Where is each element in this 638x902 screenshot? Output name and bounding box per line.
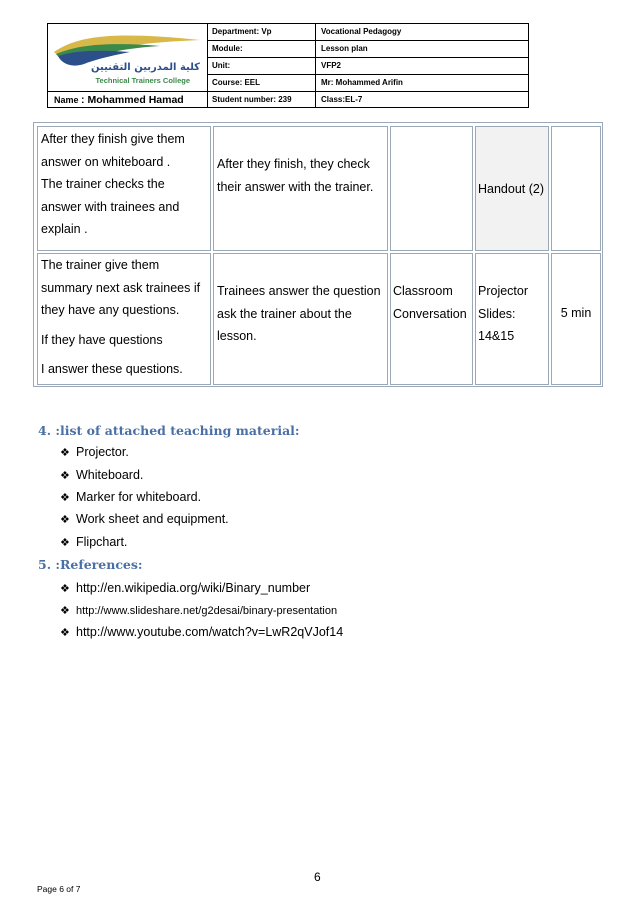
unit-value: VFP2 <box>321 61 342 70</box>
document-header <box>47 23 529 108</box>
name-value: : Mohammed Hamad <box>81 94 184 106</box>
header-row <box>208 41 529 58</box>
section-heading-teaching-material: 4. :list of attached teaching material: <box>38 423 300 438</box>
department-value: Vocational Pedagogy <box>321 27 402 36</box>
cell-text: they have any questions. <box>41 303 180 317</box>
reference-link[interactable]: http://www.slideshare.net/g2desai/binary-presentation <box>76 604 338 617</box>
table-cell-time <box>551 253 601 385</box>
diamond-bullet-icon: ❖ <box>60 513 70 526</box>
list-item <box>60 468 143 482</box>
cell-text: After they finish give them <box>41 132 185 146</box>
list-item-text: Whiteboard. <box>76 468 144 482</box>
cell-text: their answer with the trainer. <box>217 179 374 194</box>
cell-text: 5 min <box>560 306 592 320</box>
class-value: Class:EL-7 <box>321 95 363 104</box>
reference-link[interactable]: http://en.wikipedia.org/wiki/Binary_number <box>76 581 311 595</box>
diamond-bullet-icon: ❖ <box>60 491 70 504</box>
diamond-bullet-icon: ❖ <box>60 536 70 549</box>
college-logo <box>50 30 206 88</box>
department-label: Department: Vp <box>208 24 316 40</box>
cell-text: Classroom <box>393 284 453 298</box>
student-number: Student number: 239 <box>208 92 316 108</box>
header-row <box>208 24 529 41</box>
reference-item <box>60 604 337 617</box>
page-number: 6 <box>314 870 321 884</box>
table-cell-method <box>390 126 473 251</box>
header-row <box>208 92 529 108</box>
table-cell-method <box>390 253 473 385</box>
cell-text: lesson. <box>217 329 257 343</box>
cell-text: answer on whiteboard . <box>41 154 171 169</box>
course-label: Course: EEL <box>208 75 316 91</box>
name-label: Name <box>54 95 79 105</box>
logo-english-text: Technical Trainers College <box>95 76 190 85</box>
diamond-bullet-icon: ❖ <box>60 446 70 459</box>
list-item-text: Marker for whiteboard. <box>76 490 202 504</box>
table-cell-resources <box>475 126 549 251</box>
list-item-text: Projector. <box>76 445 129 459</box>
diamond-bullet-icon: ❖ <box>60 469 70 482</box>
cell-text: Conversation <box>393 306 467 321</box>
header-row <box>208 75 529 92</box>
diamond-bullet-icon: ❖ <box>60 605 70 617</box>
cell-text: ask the trainer about the <box>217 306 352 321</box>
table-cell-time <box>551 126 601 251</box>
lesson-table <box>33 122 603 387</box>
cell-text: I answer these questions. <box>41 362 183 376</box>
instructor-value: Mr: Mohammed Arifin <box>321 78 403 87</box>
cell-text: After they finish, they check <box>217 157 370 171</box>
module-label: Module: <box>208 41 316 57</box>
table-cell-trainees <box>213 253 388 385</box>
list-item <box>60 535 127 549</box>
cell-text: summary next ask trainees if <box>41 280 201 295</box>
table-cell-trainer <box>37 126 211 251</box>
page-of-label: Page 6 of 7 <box>37 884 81 894</box>
reference-item <box>60 581 310 595</box>
list-item <box>60 445 129 459</box>
header-row <box>208 58 529 75</box>
list-item-text: Work sheet and equipment. <box>76 512 229 526</box>
diamond-bullet-icon: ❖ <box>60 626 70 639</box>
cell-text: Handout (2) <box>478 182 545 196</box>
cell-text: If they have questions <box>41 332 163 347</box>
list-item <box>60 512 229 526</box>
table-cell-trainees <box>213 126 388 251</box>
logo-cell <box>48 24 207 91</box>
reference-link[interactable]: http://www.youtube.com/watch?v=LwR2qVJof14 <box>76 625 344 639</box>
list-item <box>60 490 201 504</box>
cell-text: Trainees answer the question <box>217 284 381 298</box>
cell-text: explain . <box>41 222 88 236</box>
unit-label: Unit: <box>208 58 316 74</box>
cell-text: The trainer give them <box>41 258 160 272</box>
header-info-grid <box>207 24 529 108</box>
student-name-cell <box>48 91 207 108</box>
reference-item <box>60 625 343 639</box>
table-cell-resources <box>475 253 549 385</box>
cell-text: Slides: <box>478 306 516 321</box>
module-value: Lesson plan <box>321 44 368 53</box>
table-cell-trainer <box>37 253 211 385</box>
list-item-text: Flipchart. <box>76 535 128 549</box>
logo-arabic-text: كلية المدربين التقنيين <box>91 62 200 73</box>
cell-text: answer with trainees and <box>41 199 180 214</box>
diamond-bullet-icon: ❖ <box>60 582 70 595</box>
cell-text: The trainer checks the <box>41 177 165 191</box>
section-heading-references: 5. :References: <box>38 557 143 572</box>
cell-text: Projector <box>478 284 529 298</box>
cell-text: 14&15 <box>478 329 515 343</box>
